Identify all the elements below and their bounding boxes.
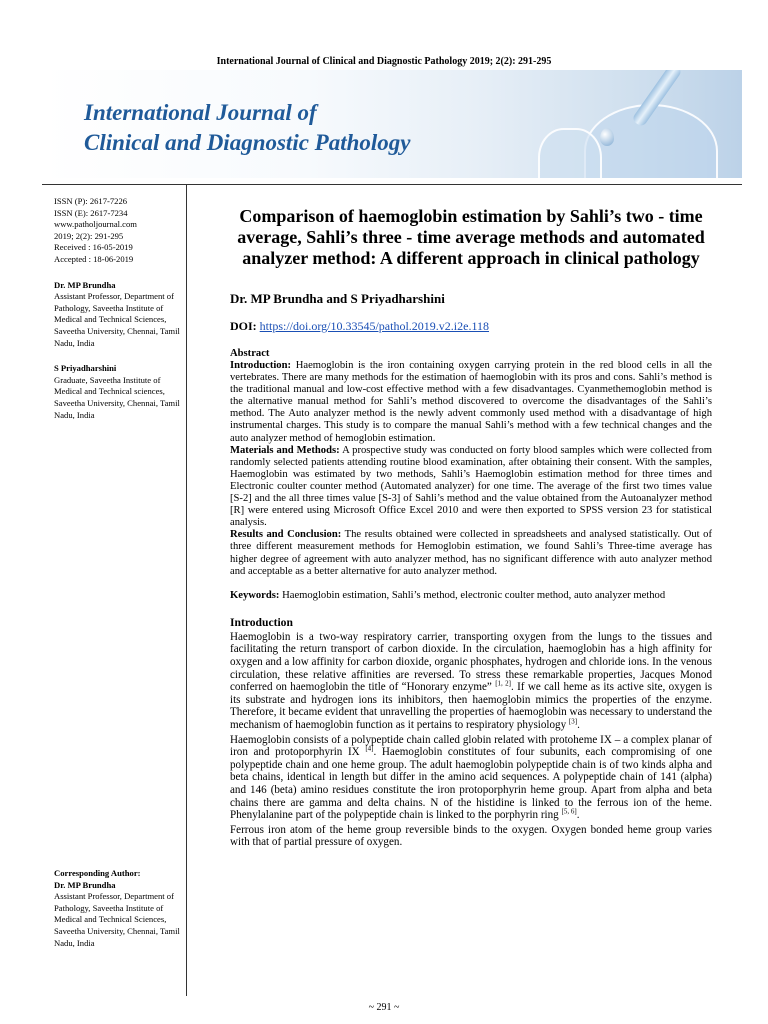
intro-paragraph-2	[230, 734, 712, 822]
corresponding-author	[54, 868, 182, 949]
header-rule	[42, 184, 742, 185]
abstract-methods-text: A prospective study was conducted on forty blood samples which were collected from randomly selected patients attending routine blood examination, after obtaining their consent. With the samples, Haemoglobin was estimated by two methods, Sahli’s Haemoglobin estimation method for three times and Electronic coulter counter method (Automated analyzer) for one time. The average of the first two times value [S-2] and the all three times value [S-3] of Sahli’s method and the value obtained from the Autoanalyzer method [R] were entered using Microsoft Office Excel 2010 and were then exported to SPSS version 23 for statistical analysis.	[230, 444, 712, 529]
abstract-intro-label: Introduction:	[230, 360, 292, 371]
issn-print: ISSN (P): 2617-7226	[54, 196, 128, 206]
author1-name: Dr. MP Brundha	[54, 279, 116, 290]
flask-illustration	[538, 128, 602, 178]
abstract-results	[230, 529, 712, 577]
sidebar	[54, 196, 182, 948]
abstract-results-label: Results and Conclusion:	[230, 529, 342, 541]
article-title: Comparison of haemoglobin estimation by Sahli’s two - time average, Sahli’s three - time average methods and automated analyzer method: A different approach in clinical pathology	[237, 206, 705, 268]
para2-text-c: .	[576, 809, 580, 822]
abstract-heading: Abstract	[230, 348, 270, 359]
abstract-methods-label: Materials and Methods:	[230, 444, 340, 456]
para1-text-a: Haemoglobin is a two-way respiratory carrier, transporting oxygen from the lungs to the tissues and facilitating the return transport of carbon dioxide. In the circulation, haemoglobin has a high affinity for oxygen and a low affinity for carbon dioxide, organic phosphates, hydrogen and chloride ions. In the venous circulation, these relative affinities are reversed. To stress these remarkable properties, Jacques Monod conferred on haemoglobin the title of “Honorary enzyme”	[230, 630, 712, 694]
author1-info	[54, 280, 182, 350]
article-authors: Dr. MP Brundha and S Priyadharshini	[230, 291, 445, 306]
intro-paragraph-3: Ferrous iron atom of the heme group reversible binds to the oxygen. Oxygen bonded heme group varies with that of partial pressure of oxygen.	[230, 823, 712, 849]
column-divider	[186, 184, 187, 996]
corresponding-name: Dr. MP Brundha	[54, 879, 116, 890]
corresponding-affiliation: Assistant Professor, Department of Pathology, Saveetha Institute of Medical and Technical Sciences, Saveetha University, Chennai, Tamil Nadu, India	[54, 891, 180, 948]
received-date: Received : 16-05-2019	[54, 242, 133, 253]
para2-text-b: . Haemoglobin constitutes of four subunits, each compromising of one polypeptide chain and one heme group. The adult haemoglobin polypeptide chain is of two kinds alpha and beta chains, identical in length but differ in the amino acid sequences. A polypeptide chain of 141 (alpha) and 146 (beta) amino residues constitute the iron protoporphyrin heme group. Apart from alpha and beta chains there are gamma and delta chains. N of the histidine is linked to the ferrous ion of the heme. Phenylalanine part of the polypeptide chain is linked to the porphyrin ring	[230, 746, 712, 822]
author2-info	[54, 363, 182, 421]
doi-line	[230, 319, 712, 334]
keywords-text: Haemoglobin estimation, Sahli’s method, electronic coulter method, auto analyzer method	[282, 589, 666, 601]
doi-label: DOI:	[230, 319, 257, 333]
doi-link[interactable]: https://doi.org/10.33545/pathol.2019.v2.i2e.118	[259, 319, 490, 333]
citation: [4]	[365, 744, 374, 753]
abstract-intro-text: Haemoglobin is the iron containing oxygen carrying protein in the red blood cells in all the vertebrates. There are many methods for the estimation of haemoglobin with its pros and cons. Sahli’s method is the traditional manual and low-cost effective method with a few disadvantages. Cyanmethemoglobin method is the alternative manual method for Sahli’s method discovered to overcome the disadvantages of the Sahli’s method. The Auto analyzer method is the newly advent commonly used method with a disadvantage of high instrumental charges. This study is to compare the manual Sahli’s method with a few technical changes and the auto analyzer method of hemoglobin estimation.	[230, 360, 712, 444]
abstract-introduction	[230, 360, 712, 445]
citation: [3]	[568, 717, 578, 726]
journal-title	[84, 98, 411, 158]
journal-website: www.patholjournal.com	[54, 219, 137, 230]
para2-text-a: Haemoglobin consists of a polypeptide chain called globin related with protoheme IX – a complex planar of iron and protoporphyrin IX	[230, 733, 712, 759]
corresponding-label: Corresponding Author:	[54, 868, 141, 878]
droplet-illustration	[600, 128, 614, 146]
author1-affiliation: Assistant Professor, Department of Pathology, Saveetha Institute of Medical and Technical Sciences, Saveetha University, Chennai, Tamil Nadu, India	[54, 291, 180, 348]
author2-name: S Priyadharshini	[54, 363, 117, 374]
para1-text-c: .	[577, 718, 580, 731]
accepted-date: Accepted : 18-06-2019	[54, 253, 134, 264]
keywords	[230, 590, 712, 602]
page-number: ~ 291 ~	[368, 1002, 400, 1013]
journal-title-line2: Clinical and Diagnostic Pathology	[84, 130, 411, 155]
citation: [1, 2]	[495, 679, 511, 688]
article-meta	[54, 196, 182, 266]
para1-text-b: . If we call heme as its active site, oxygen is its substrate and hydrogen ions its inhibitors, then haemoglobin mimics the properties of the enzyme. Therefore, it became evident that unravelling the properties of haemoglobin was necessary to understand the mechanism of haemoglobin function as it pertains to respiratory physiology	[230, 681, 713, 731]
abstract-methods	[230, 445, 712, 530]
author2-affiliation: Graduate, Saveetha Institute of Medical and Technical sciences, Saveetha University, Chennai, Tamil Nadu, India	[54, 374, 180, 420]
running-head: International Journal of Clinical and Diagnostic Pathology 2019; 2(2): 291-295	[216, 56, 552, 67]
issn-electronic: ISSN (E): 2617-7234	[54, 207, 128, 218]
abstract-results-text: The results obtained were collected in spreadsheets and analysed statistically. Out of three different measurement methods for Hemoglobin estimation, we found Sahli’s Three-time average has higher degree of agreement with auto analyzer method, has no significant difference with auto analyzer method and acceptable as a better alternative for auto analyzer method.	[230, 529, 712, 577]
citation: [5, 6]	[561, 807, 577, 816]
volume-pages: 2019; 2(2): 291-295	[54, 230, 124, 241]
journal-title-line1: International Journal of	[84, 100, 317, 125]
intro-paragraph-1	[230, 631, 712, 732]
section-introduction-heading: Introduction	[230, 615, 293, 629]
main-column	[230, 206, 712, 851]
keywords-label: Keywords:	[230, 589, 280, 601]
journal-banner	[42, 70, 742, 178]
